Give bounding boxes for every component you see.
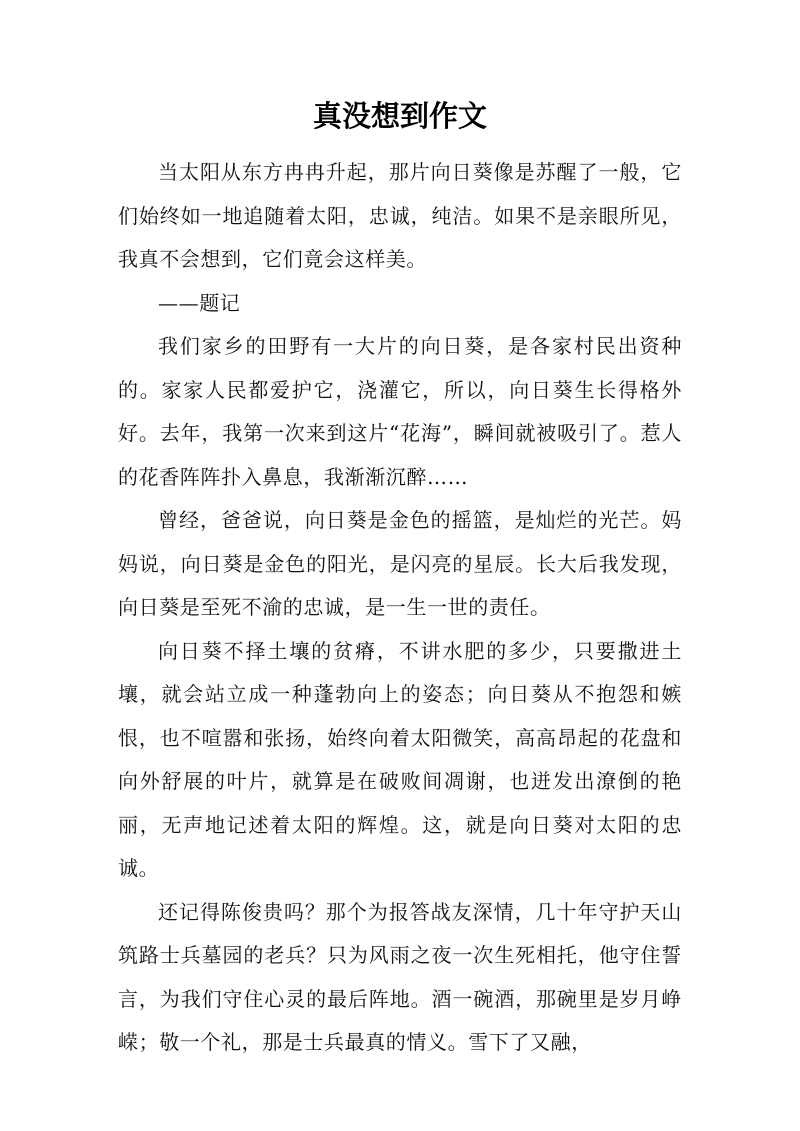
document-title: 真没想到作文 <box>312 99 487 133</box>
paragraph-epigraph-note: ——题记 <box>158 290 241 315</box>
paragraph-hometown-field: 我们家乡的田野有一大片的向日葵，是各家村民出资种的。家家人民都爱护它，浇灌它，所以，向日葵生长得格外好。去年，我第一次来到这片“花海”，瞬间就被吸引了。惹人的花香阵阵扑入鼻息，我渐渐沉醉…… <box>118 334 682 489</box>
paragraph-veteran: 还记得陈俊贵吗？那个为报答战友深情，几十年守护天山筑路士兵墓园的老兵？只为风雨之夜一次生死相托，他守住誓言，为我们守住心灵的最后阵地。酒一碗酒，那碗里是岁月峥嵘；敬一个礼，那是士兵最真的情义。雪下了又融， <box>118 899 682 1054</box>
paragraph-loyalty: 向日葵不择土壤的贫瘠，不讲水肥的多少，只要撒进土壤，就会站立成一种蓬勃向上的姿态；向日葵从不抱怨和嫉恨，也不喧嚣和张扬，始终向着太阳微笑，高高昂起的花盘和向外舒展的叶片，就算是在破败间凋谢，也迸发出潦倒的艳丽，无声地记述着太阳的辉煌。这，就是向日葵对太阳的忠诚。 <box>118 638 682 880</box>
document-body <box>118 151 682 1065</box>
paragraph-intro: 当太阳从东方冉冉升起，那片向日葵像是苏醒了一般，它们始终如一地追随着太阳，忠诚，纯洁。如果不是亲眼所见，我真不会想到，它们竟会这样美。 <box>118 160 682 271</box>
paragraph-parents-said: 曾经，爸爸说，向日葵是金色的摇篮，是灿烂的光芒。妈妈说，向日葵是金色的阳光，是闪亮的星辰。长大后我发现，向日葵是至死不渝的忠诚，是一生一世的责任。 <box>118 508 682 619</box>
